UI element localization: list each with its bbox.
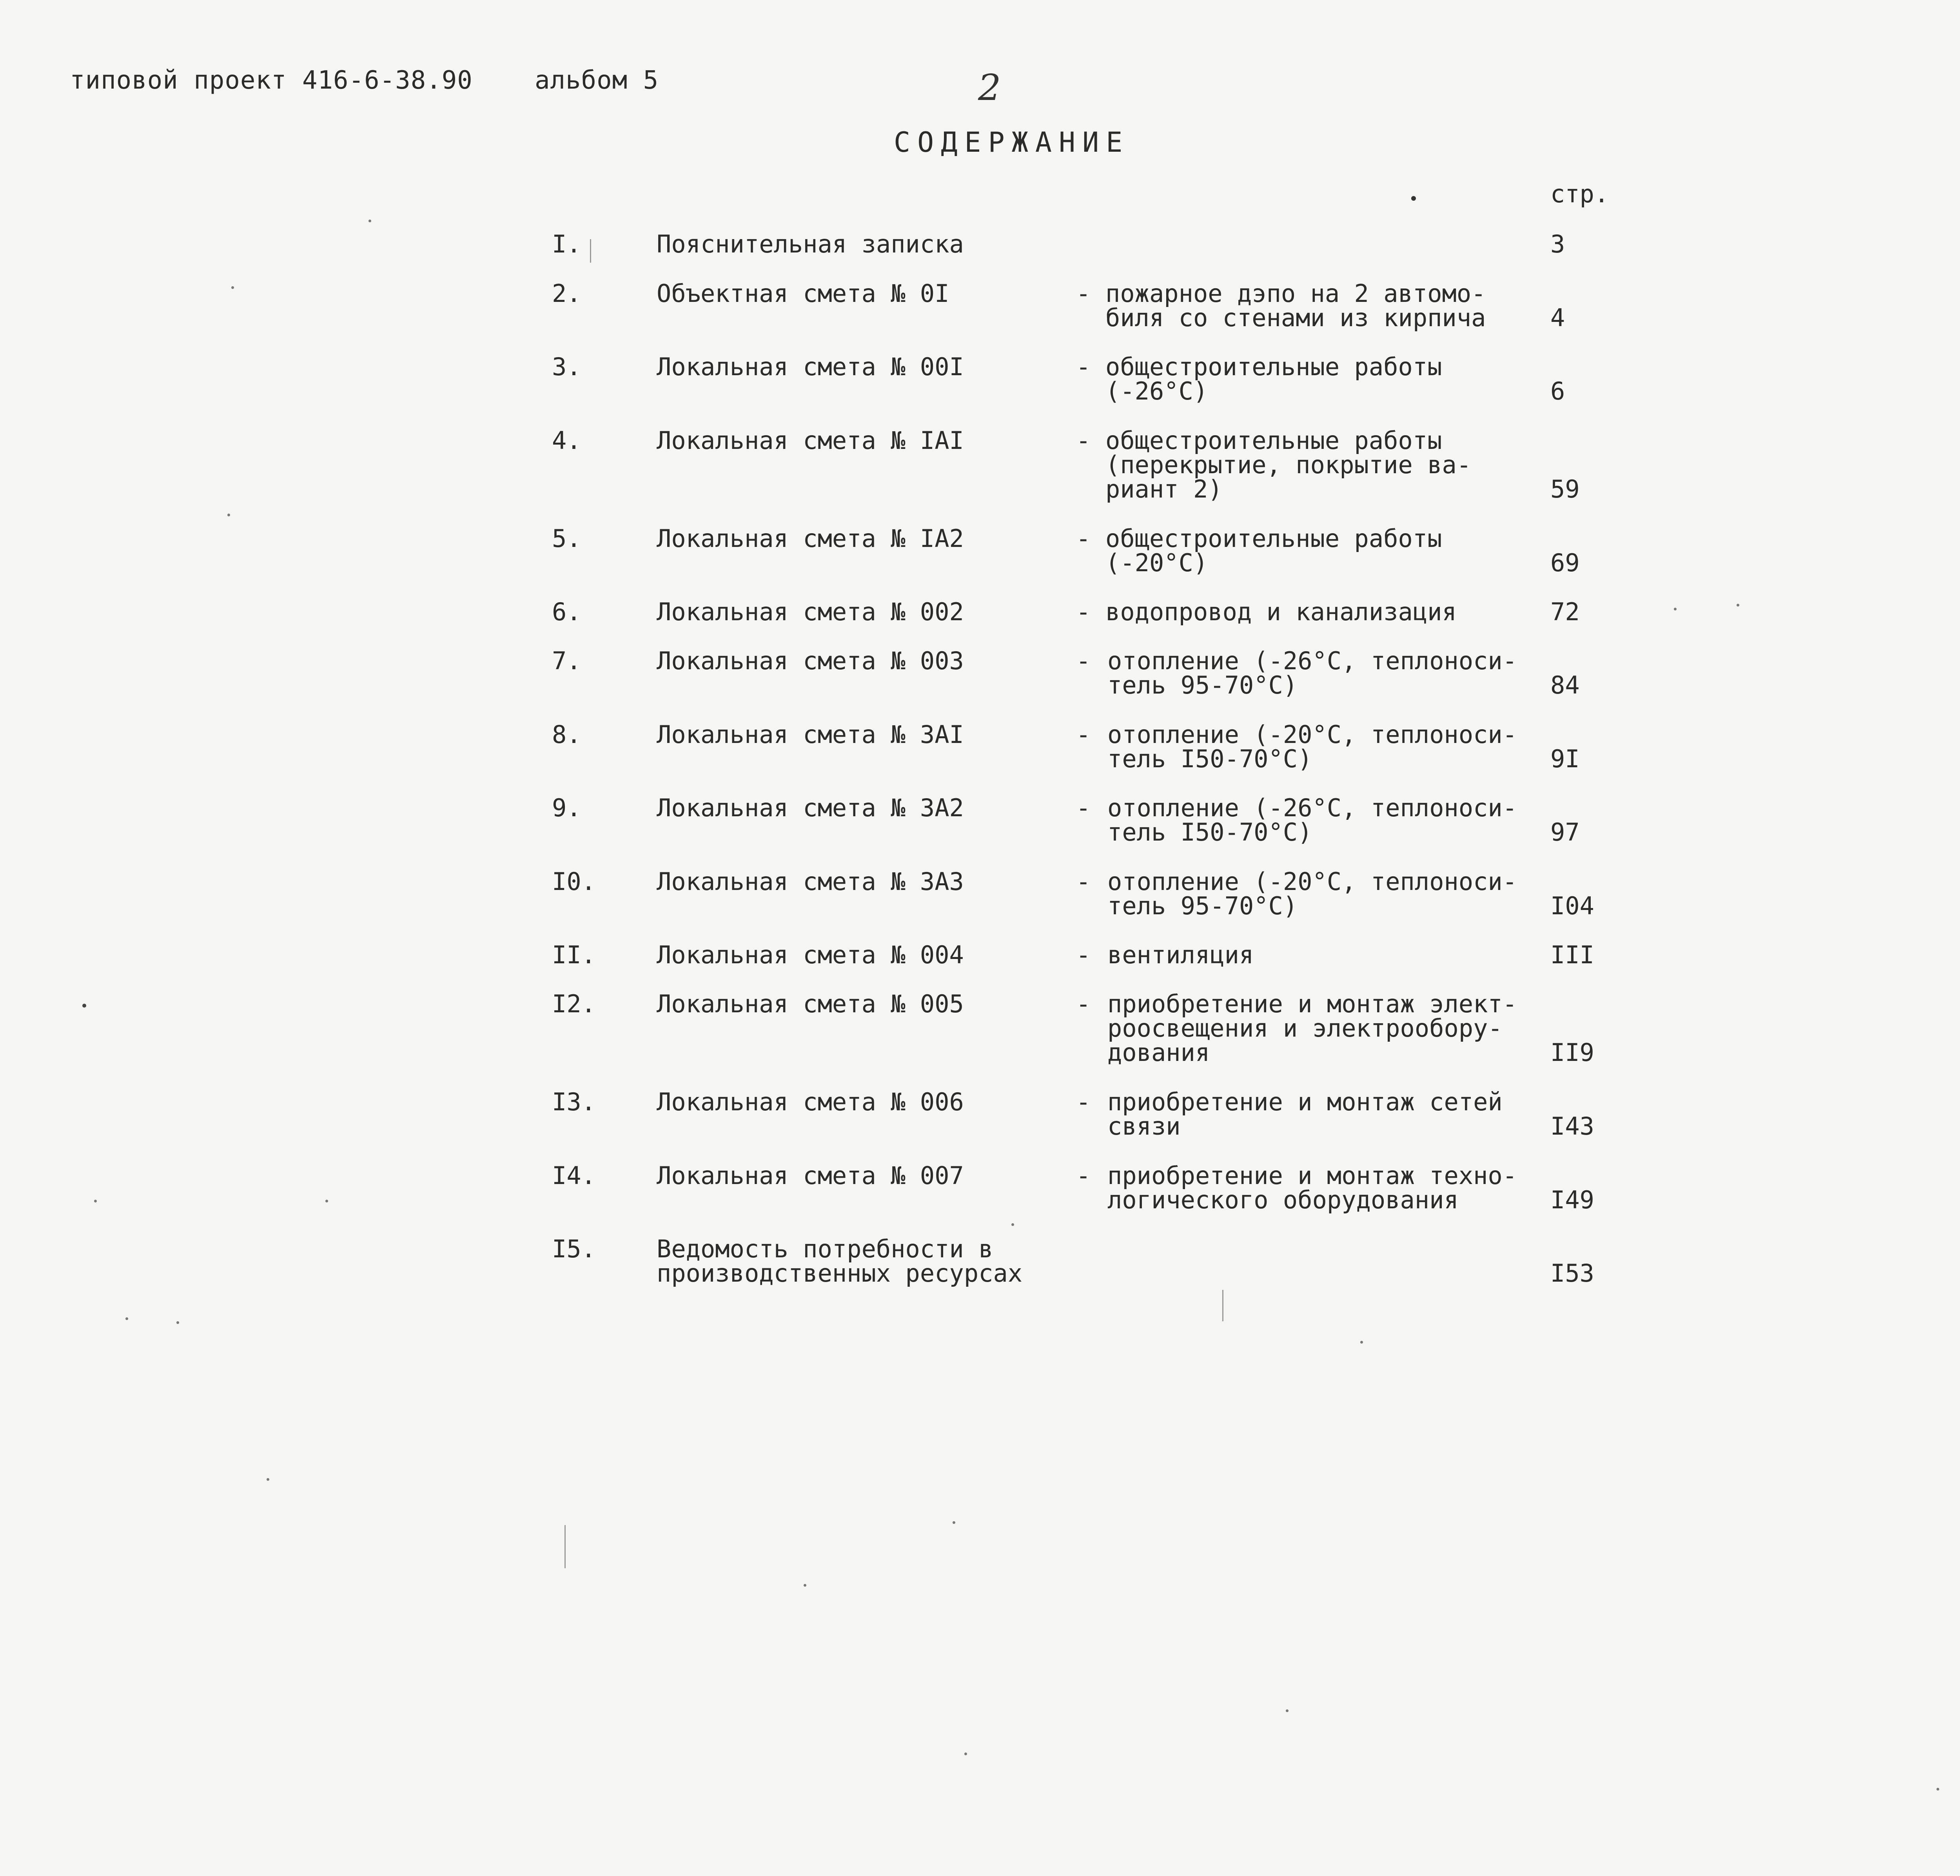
entry-page: 69 xyxy=(1550,548,1580,577)
entry-number: II. xyxy=(552,941,596,969)
scan-speck xyxy=(1674,608,1677,610)
entry-dash: - xyxy=(1076,990,1091,1018)
entry-document: Пояснительная записка xyxy=(657,230,964,258)
entry-number: 4. xyxy=(552,426,581,455)
scan-speck xyxy=(94,1200,97,1202)
entry-page: 9I xyxy=(1550,745,1580,773)
entry-description: общестроительные работы (-26°С) xyxy=(1105,352,1442,405)
entry-dash: - xyxy=(1076,1088,1091,1116)
scan-speck xyxy=(1286,1709,1289,1712)
page-number: 2 xyxy=(978,67,1001,109)
scan-speck xyxy=(1411,196,1416,201)
entry-description: отопление (-20°С, теплоноси- тель I50-70°С) xyxy=(1107,720,1517,773)
entry-description: приобретение и монтаж техно- логического оборудования xyxy=(1107,1161,1517,1214)
album-label: альбом 5 xyxy=(534,66,659,95)
entry-number: I. xyxy=(552,230,581,258)
entry-dash: - xyxy=(1076,426,1091,455)
entry-dash: - xyxy=(1076,647,1091,675)
entry-document: Локальная смета № IАI xyxy=(657,426,964,455)
entry-document: Локальная смета № 004 xyxy=(657,941,964,969)
scan-speck xyxy=(804,1584,806,1587)
entry-document: Локальная смета № 3АI xyxy=(657,720,964,749)
entry-number: I0. xyxy=(552,867,596,896)
entry-description: вентиляция xyxy=(1107,941,1254,969)
entry-page: 84 xyxy=(1550,671,1580,699)
entry-description: общестроительные работы (перекрытие, покрытие ва- риант 2) xyxy=(1105,426,1472,503)
entry-page: 4 xyxy=(1550,303,1565,332)
scan-speck xyxy=(125,1317,128,1320)
entry-description: отопление (-26°С, теплоноси- тель I50-70°С) xyxy=(1107,794,1517,846)
entry-number: I2. xyxy=(552,990,596,1018)
page-column-label: стр. xyxy=(1550,180,1609,208)
entry-number: I5. xyxy=(552,1235,596,1263)
entry-document: Локальная смета № 3А3 xyxy=(657,867,964,896)
entry-description: приобретение и монтаж элект- роосвещения и электрообору- дования xyxy=(1107,990,1517,1067)
entry-page: I53 xyxy=(1550,1259,1594,1288)
entry-dash: - xyxy=(1076,524,1091,553)
page-header xyxy=(70,66,659,95)
entry-description: водопровод и канализация xyxy=(1105,597,1457,626)
entry-document: Локальная смета № 005 xyxy=(657,990,964,1018)
entry-description: отопление (-20°С, теплоноси- тель 95-70°С) xyxy=(1107,867,1517,920)
entry-page: III xyxy=(1550,941,1594,969)
scan-speck xyxy=(1011,1223,1014,1226)
entry-page: 97 xyxy=(1550,818,1580,846)
scan-speck xyxy=(82,1004,86,1008)
entry-number: 3. xyxy=(552,352,581,381)
entry-dash: - xyxy=(1076,941,1091,969)
entry-dash: - xyxy=(1076,867,1091,896)
entry-number: 2. xyxy=(552,279,581,308)
scan-mark xyxy=(590,239,591,263)
scan-speck xyxy=(1360,1341,1363,1344)
entry-number: 6. xyxy=(552,597,581,626)
entry-document: Локальная смета № 003 xyxy=(657,647,964,675)
entry-page: 6 xyxy=(1550,377,1565,405)
entry-page: I43 xyxy=(1550,1112,1594,1140)
entry-document: Локальная смета № IА2 xyxy=(657,524,964,553)
entry-number: 7. xyxy=(552,647,581,675)
scan-mark xyxy=(1222,1290,1223,1321)
scan-speck xyxy=(231,286,234,289)
entry-page: II9 xyxy=(1550,1038,1594,1067)
scan-speck xyxy=(368,220,371,222)
scan-speck xyxy=(267,1478,269,1481)
entry-document: Объектная смета № 0I xyxy=(657,279,949,308)
scan-speck xyxy=(176,1321,179,1324)
entry-page: 59 xyxy=(1550,475,1580,503)
entry-number: 9. xyxy=(552,794,581,822)
entry-document: Локальная смета № 002 xyxy=(657,597,964,626)
entry-description: приобретение и монтаж сетей связи xyxy=(1107,1088,1503,1140)
entry-number: 5. xyxy=(552,524,581,553)
scan-speck xyxy=(1936,1788,1939,1791)
entry-number: 8. xyxy=(552,720,581,749)
scan-speck xyxy=(964,1753,967,1755)
scan-speck xyxy=(1737,604,1739,607)
entry-dash: - xyxy=(1076,1161,1091,1190)
entry-dash: - xyxy=(1076,720,1091,749)
entry-page: I49 xyxy=(1550,1186,1594,1214)
entry-dash: - xyxy=(1076,597,1091,626)
entry-document: Ведомость потребности в производственных ресурсах xyxy=(657,1235,1023,1288)
scan-mark xyxy=(564,1525,566,1568)
entry-document: Локальная смета № 007 xyxy=(657,1161,964,1190)
project-code: типовой проект 416-6-38.90 xyxy=(70,66,473,95)
entry-document: Локальная смета № 00I xyxy=(657,352,964,381)
contents-title: СОДЕРЖАНИЕ xyxy=(894,126,1130,158)
entry-description: пожарное дэпо на 2 автомо- биля со стенами из кирпича xyxy=(1105,279,1486,332)
entry-dash: - xyxy=(1076,352,1091,381)
entry-document: Локальная смета № 3А2 xyxy=(657,794,964,822)
entry-description: общестроительные работы (-20°С) xyxy=(1105,524,1442,577)
scan-speck xyxy=(227,514,230,516)
scan-speck xyxy=(325,1200,328,1202)
entry-page: 72 xyxy=(1550,597,1580,626)
entry-description: отопление (-26°С, теплоноси- тель 95-70°С) xyxy=(1107,647,1517,699)
entry-document: Локальная смета № 006 xyxy=(657,1088,964,1116)
entry-dash: - xyxy=(1076,794,1091,822)
entry-dash: - xyxy=(1076,279,1091,308)
entry-page: I04 xyxy=(1550,892,1594,920)
scan-speck xyxy=(953,1521,955,1524)
entry-number: I3. xyxy=(552,1088,596,1116)
entry-number: I4. xyxy=(552,1161,596,1190)
entry-page: 3 xyxy=(1550,230,1565,258)
